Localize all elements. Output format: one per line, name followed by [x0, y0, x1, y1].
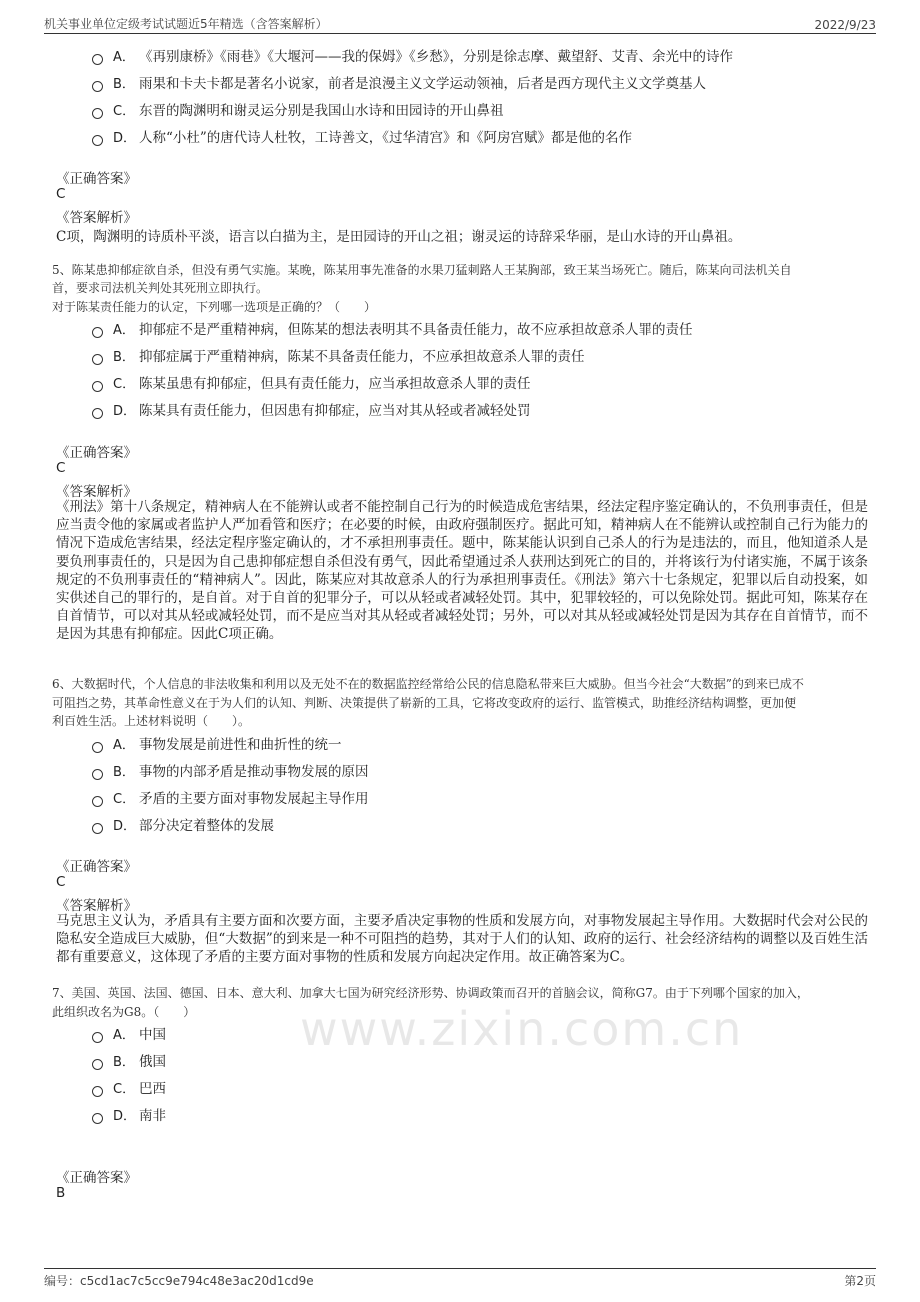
radio-icon[interactable]: [92, 354, 103, 365]
q6-stem-line: 可阻挡之势，其革命性意义在于为人们的认知、判断、决策提供了崭新的工具，它将改变政府的运行、监管模式，助推经济结构调整，更加便: [52, 696, 797, 710]
radio-icon[interactable]: [92, 742, 103, 753]
q5-stem-line: 首，要求司法机关判处其死刑立即执行。: [52, 281, 269, 295]
q6-analysis-label: 《答案解析》: [56, 898, 137, 914]
q6-option-c[interactable]: C． 矛盾的主要方面对事物发展起主导作用: [92, 786, 369, 808]
radio-icon[interactable]: [92, 327, 103, 338]
radio-icon[interactable]: [92, 796, 103, 807]
q6-option-a[interactable]: A． 事物发展是前进性和曲折性的统一: [92, 732, 342, 754]
q4-analysis: C项，陶渊明的诗质朴平淡，语言以白描为主，是田园诗的开山之祖；谢灵运的诗辞采华丽，是山水诗的开山鼻祖。: [56, 229, 742, 245]
radio-icon[interactable]: [92, 1059, 103, 1070]
q7-option-d[interactable]: D． 南非: [92, 1103, 166, 1125]
q5-option-d[interactable]: D． 陈某具有责任能力，但因患有抑郁症，应当对其从轻或者减轻处罚: [92, 398, 531, 420]
q5-option-a[interactable]: A． 抑郁症不是严重精神病，但陈某的想法表明其不具备责任能力，故不应承担故意杀人罪的责任: [92, 317, 693, 339]
q7-answer: B: [56, 1185, 66, 1201]
q6-option-b[interactable]: B． 事物的内部矛盾是推动事物发展的原因: [92, 759, 369, 781]
page-number: 第2页: [844, 1274, 876, 1288]
page-footer: [44, 1272, 876, 1289]
page-header: [44, 12, 876, 32]
footer-divider: [44, 1268, 876, 1269]
q4-answer: C: [56, 186, 66, 202]
q7-option-a[interactable]: A． 中国: [92, 1022, 166, 1044]
radio-icon[interactable]: [92, 1086, 103, 1097]
q6-stem-line: 利百姓生活。上述材料说明（ ）。: [52, 714, 251, 728]
q5-answer-label: 《正确答案》: [56, 445, 137, 461]
q7-stem-line: 此组织改名为G8。（ ）: [52, 1005, 196, 1019]
radio-icon[interactable]: [92, 1032, 103, 1043]
q5-analysis: 《刑法》第十八条规定，精神病人在不能辨认或者不能控制自己行为的时候造成危害结果，经法定程序鉴定确认的，不负刑事责任，但是应当责令他的家属或者监护人严加看管和医疗；在必要的时候，由政府强制医疗。据此可知，精神病人在不能辨认或控制自己行为能力的情况下造成危害结果，经法定程序鉴定确认的，才不承担刑事责任。题中，陈某能认识到自己杀人的行为是违法的，而且，他知道杀人是要负刑事责任的，只是因为自己患抑郁症想自杀但没有勇气，因此希望通过杀人获刑达到死亡的目的，并将该行为付诸实施，不属于该条规定的不负刑事责任的“精神病人”。因此，陈某应对其故意杀人的行为承担刑事责任。《刑法》第六十七条规定，犯罪以后自动投案，如实供述自己的罪行的，是自首。对于自首的犯罪分子，可以从轻或者减轻处罚。其中，犯罪较轻的，可以免除处罚。据此可知，陈某存在自首情节，可以对其从轻或减轻处罚，而不是应当对其从轻或者减轻处罚；另外，可以对其从轻或减轻处罚是因为其存在自首情节，而不是因为其患有抑郁症。因此C项正确。: [56, 499, 868, 643]
q6-stem-line: 6、大数据时代，个人信息的非法收集和利用以及无处不在的数据监控经常给公民的信息隐私带来巨大威胁。但当今社会“大数据”的到来已成不: [52, 677, 804, 691]
q5-analysis-label: 《答案解析》: [56, 484, 137, 500]
document-title: 机关事业单位定级考试试题近5年精选（含答案解析）: [44, 17, 328, 31]
radio-icon[interactable]: [92, 81, 103, 92]
q7-option-c[interactable]: C． 巴西: [92, 1076, 166, 1098]
radio-icon[interactable]: [92, 769, 103, 780]
header-divider: [44, 33, 876, 34]
q4-option-c[interactable]: C． 东晋的陶渊明和谢灵运分别是我国山水诗和田园诗的开山鼻祖: [92, 98, 504, 120]
q5-stem-line: 对于陈某责任能力的认定，下列哪一选项是正确的？（ ）: [52, 300, 377, 314]
q7-option-b[interactable]: B． 俄国: [92, 1049, 166, 1071]
watermark: www.zixin.com.cn: [300, 1002, 744, 1056]
radio-icon[interactable]: [92, 823, 103, 834]
q4-answer-label: 《正确答案》: [56, 171, 137, 187]
q5-answer: C: [56, 460, 66, 476]
radio-icon[interactable]: [92, 381, 103, 392]
q5-option-c[interactable]: C． 陈某虽患有抑郁症，但具有责任能力，应当承担故意杀人罪的责任: [92, 371, 531, 393]
q5-option-b[interactable]: B． 抑郁症属于严重精神病，陈某不具备责任能力，不应承担故意杀人罪的责任: [92, 344, 585, 366]
header-date: 2022/9/23: [814, 18, 876, 32]
q6-answer-label: 《正确答案》: [56, 859, 137, 875]
q4-option-a[interactable]: A． 《再别康桥》《雨巷》《大堰河——我的保姆》《乡愁》，分别是徐志摩、戴望舒、艾青、余光中的诗作: [92, 44, 733, 66]
document-code: 编号：c5cd1ac7c5cc9e794c48e3ac20d1cd9e: [44, 1274, 314, 1288]
q6-answer: C: [56, 874, 66, 890]
q4-option-b[interactable]: B． 雨果和卡夫卡都是著名小说家，前者是浪漫主义文学运动领袖，后者是西方现代主义文学奠基人: [92, 71, 706, 93]
radio-icon[interactable]: [92, 54, 103, 65]
q4-option-d[interactable]: D． 人称“小杜”的唐代诗人杜牧，工诗善文，《过华清宫》和《阿房宫赋》都是他的名作: [92, 125, 632, 147]
q7-stem-line: 7、美国、英国、法国、德国、日本、意大利、加拿大七国为研究经济形势、协调政策而召开的首脑会议，简称G7。由于下列哪个国家的加入，: [52, 986, 809, 1000]
q4-analysis-label: 《答案解析》: [56, 210, 137, 226]
radio-icon[interactable]: [92, 408, 103, 419]
q6-analysis: 马克思主义认为，矛盾具有主要方面和次要方面，主要矛盾决定事物的性质和发展方向，对事物发展起主导作用。大数据时代会对公民的隐私安全造成巨大威胁，但“大数据”的到来是一种不可阻挡的趋势，其对于人们的认知、政府的运行、社会经济结构的调整以及百姓生活都有重要意义，这体现了矛盾的主要方面对事物的性质和发展方向起决定作用。故正确答案为C。: [56, 913, 868, 966]
radio-icon[interactable]: [92, 135, 103, 146]
q6-option-d[interactable]: D． 部分决定着整体的发展: [92, 813, 274, 835]
radio-icon[interactable]: [92, 1113, 103, 1124]
q5-stem-line: 5、陈某患抑郁症欲自杀，但没有勇气实施。某晚，陈某用事先准备的水果刀猛刺路人王某胸部，致王某当场死亡。随后，陈某向司法机关自: [52, 263, 792, 277]
radio-icon[interactable]: [92, 108, 103, 119]
q7-answer-label: 《正确答案》: [56, 1170, 137, 1186]
